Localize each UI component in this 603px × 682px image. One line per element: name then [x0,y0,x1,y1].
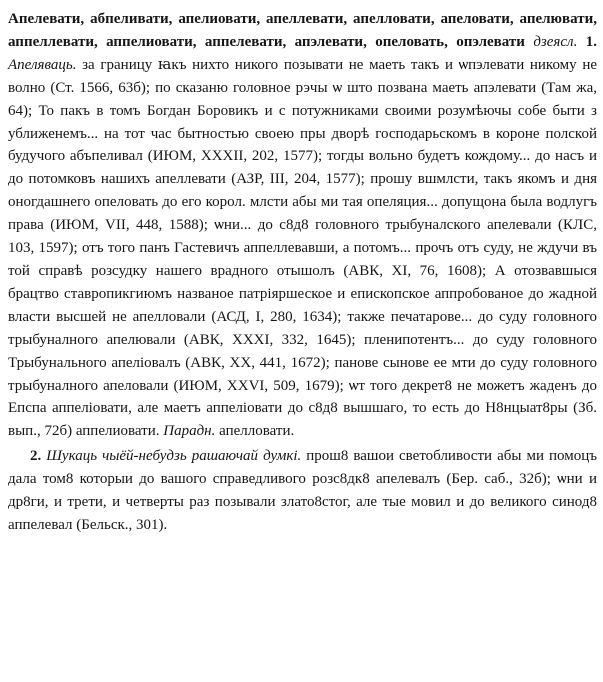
reference-label: Парадн. [163,423,216,440]
sense-2-number: 2. [30,448,42,465]
entry-headword: Апелевати, абпеливати, апелиовати, апеллевати, апелловати, апеловати, апелювати, аппеллевати, аппелиовати, аппелевати, апэлевати, опеловать, опэлевати [8,11,597,50]
sense-2-gloss: Шукаць чыёй-небудзь рашаючай думкі. [46,448,302,465]
sense-2-paragraph [8,445,597,537]
language-label: дзеясл. [533,33,578,50]
dictionary-entry [8,8,597,443]
sense-1-gloss: Апеляваць. [8,56,77,73]
sense-1-number: 1. [585,33,598,50]
reference-word: апелловати. [219,423,295,440]
sense-1-quotations: за границу ꙗкъ нихто никого позывати не маеть такъ и ѡпэлевати никому не волно (Ст. 1566, 63б); по сказаню головное рэчы ѡ што позвана маеть апэлевати (Там жа, 64); То пакъ в томъ Богдан Боровикъ и с потужниками своими розумѣючы собе быти з уближенемъ... на тот час бытностью своею пры дворѣ господарьскомъ в короне полской будучого абъпеливал (ИЮМ, XXXII, 202, 1577); тогды вольно будетъ кождому... до насъ и до потомковъ нашихъ апеллевати (АЗР, III, 204, 1577); прошу вшмлсти, такъ якомъ и дня оногдашнего опеловать до его корол. млсти абы ми тая опеляция... допущона была водлугъ права (ИЮМ, VII, 448, 1588); ѡни... до с8д8 головного трыбуналского апелевали (КЛС, 103, 1597); отъ того панъ Гастевичъ аппеллевавши, а потомъ... прочъ отъ суду, не ждучи въ той справѣ розсудку нашего врадного отышолъ (АВК, XI, 76, 1608); А отозвавшыся брацтво ставропикгиюмъ названое патріяршеское и епископское аппробованое до жадной власти высшей не апелловали (АСД, I, 280, 1634); также печатарове... до суду головного трыбуналного апелювали (АВК, XXXI, 332, 1645); пленипотентъ... до суду головного Трыбунального апеліовалъ (АВК, XX, 441, 1672); панове сынове ее мти до суду головного трыбуналного апеловали (ИЮМ, XXVI, 509, 1679); ѡт того декрет8 не можетъ жаденъ до Епспа аппеліовати, але маетъ аппеліовати до с8д8 вышшаго, то есть до Н8нцыат8ры (Зб. вып., 72б) аппелиовати. [8,56,598,440]
sense-2-quotations: прош8 вашои светобливости абы ми помоцъ дала том8 которыи до вашого справедливого розс8дк8 апелевалъ (Бер. саб., 32б); ѡни и др8ги, и трети, и четверты раз позывали злато8стог, але тые мовил и до великого синод8 аппелевал (Бельск., 301). [8,448,598,533]
